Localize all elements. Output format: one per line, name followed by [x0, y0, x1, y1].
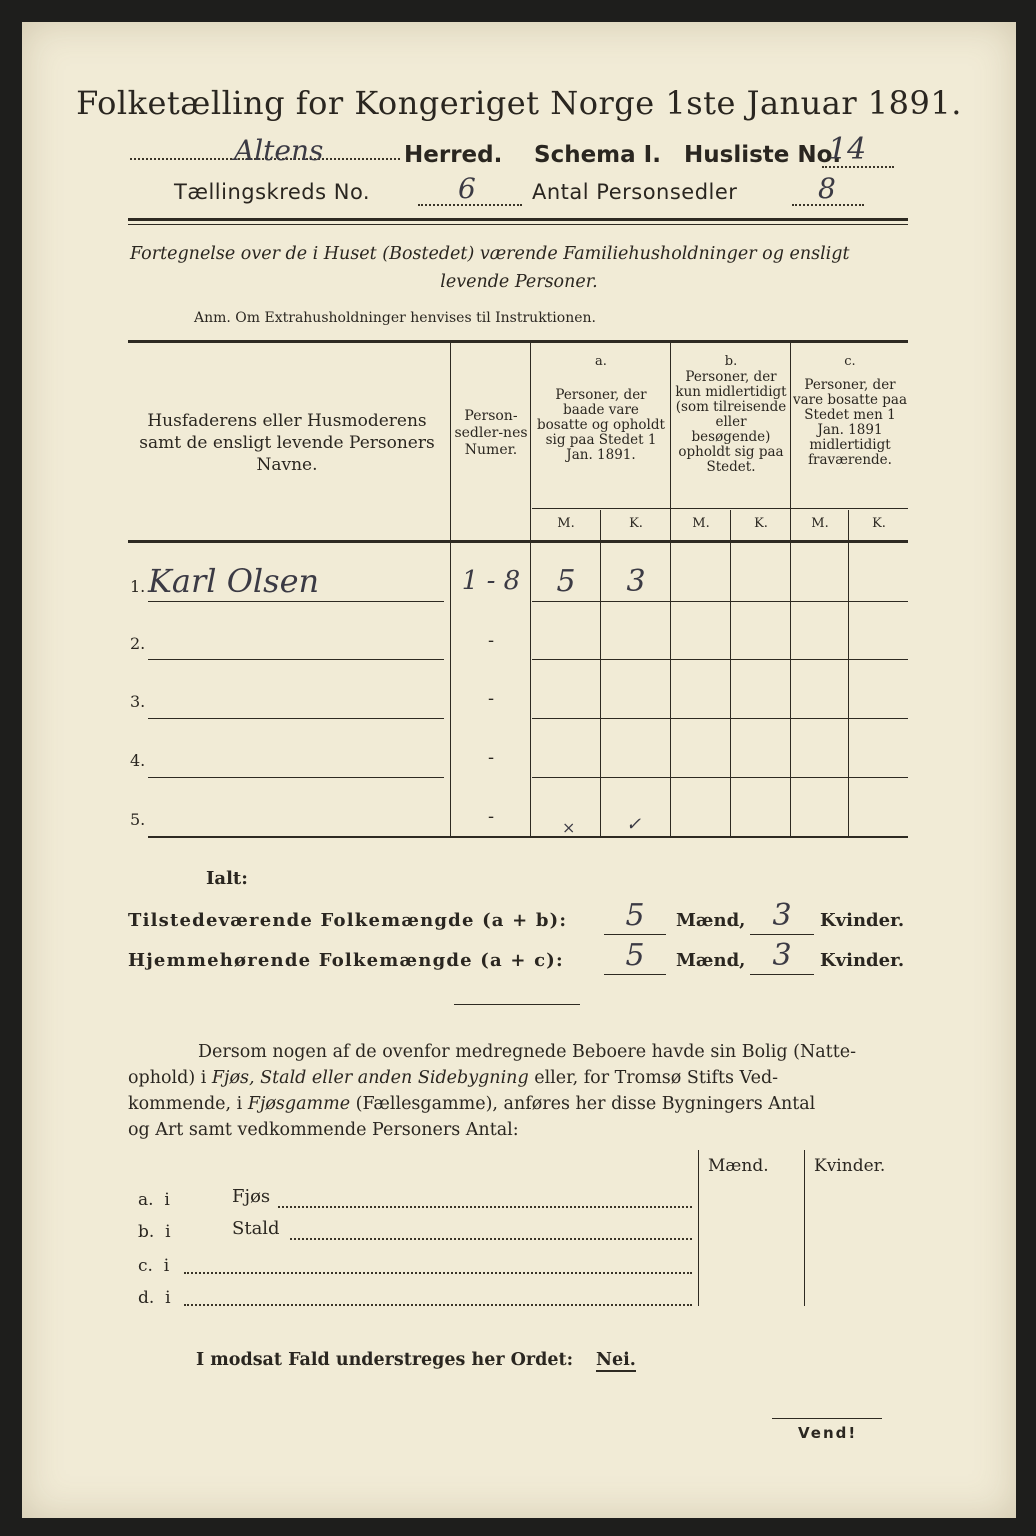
- table-top-rule: [128, 340, 908, 343]
- building-row-a-letter: a. i: [138, 1190, 170, 1210]
- row-3-rule-right: [532, 718, 908, 719]
- buildings-col-divider-1: [698, 1150, 699, 1306]
- row-3-number: 3.: [130, 692, 146, 711]
- vend-label: Vend!: [798, 1424, 858, 1442]
- husliste-value: 14: [828, 132, 867, 167]
- ialt-label: Ialt:: [206, 868, 248, 889]
- row-1-number: 1.: [130, 577, 146, 596]
- a-k-label: K.: [629, 516, 643, 531]
- mk-divider-c: [848, 510, 849, 836]
- building-row-c-letter: c. i: [138, 1256, 170, 1276]
- hjemme-kvinder: Kvinder.: [820, 950, 905, 971]
- header-numbers: Person-sedler-nes Numer.: [454, 408, 528, 458]
- header-b-text: Personer, der kun midlertidigt (som tilreisende eller besøgende) opholdt sig paa Stedet.: [675, 369, 787, 475]
- building-row-b-label: Stald: [232, 1218, 280, 1239]
- row-2-rule: [148, 659, 444, 660]
- row-4-rule: [148, 777, 444, 778]
- anm-note: Anm. Om Extrahusholdninger henvises til Instruktionen.: [194, 310, 596, 326]
- hjemme-m-rule: [604, 974, 666, 975]
- schema-label: Schema I.: [534, 142, 661, 168]
- personsedler-value: 8: [818, 172, 836, 205]
- building-row-a-dots: [278, 1206, 692, 1208]
- header-a-letter: a.: [595, 354, 607, 369]
- row-4-sedler: -: [487, 747, 495, 768]
- mk-divider-b: [730, 510, 731, 836]
- personsedler-label: Antal Personsedler: [532, 180, 738, 204]
- nei-word: Nei.: [596, 1350, 636, 1370]
- vend-rule: [772, 1418, 882, 1419]
- tilstede-kvinder: Kvinder.: [820, 910, 905, 931]
- building-row-d-letter: d. i: [138, 1288, 171, 1308]
- herred-value: Altens: [234, 134, 324, 167]
- table-bottom-rule: [148, 836, 908, 838]
- hjemme-maend: Mænd,: [676, 950, 746, 971]
- kreds-value: 6: [458, 172, 476, 205]
- row-5-sedler: -: [487, 806, 495, 827]
- building-row-b-dots: [290, 1238, 692, 1240]
- hjemme-k-rule: [750, 974, 814, 975]
- tilstede-m-rule: [604, 934, 666, 935]
- row-3-sedler: -: [487, 688, 495, 709]
- buildings-col-divider-2: [804, 1150, 805, 1306]
- kreds-label: Tællingskreds No.: [174, 180, 371, 204]
- mk-top-rule: [532, 508, 908, 509]
- header-rule-thin: [128, 224, 908, 225]
- mk-divider-a: [600, 510, 601, 836]
- row-2-rule-right: [532, 659, 908, 660]
- row-1-sedler: 1 - 8: [461, 566, 521, 596]
- buildings-para-1: Dersom nogen af de ovenfor medregnede Beboere havde sin Bolig (Natte-: [198, 1042, 857, 1062]
- row-4-rule-right: [532, 777, 908, 778]
- maend-head: Mænd.: [708, 1156, 769, 1176]
- row-2-number: 2.: [130, 634, 146, 653]
- herred-label: Herred.: [404, 142, 503, 168]
- header-c-letter: c.: [844, 354, 856, 369]
- section-divider: [454, 1004, 580, 1005]
- col-divider-2: [530, 342, 531, 836]
- c-m-label: M.: [811, 516, 829, 531]
- b-m-label: M.: [692, 516, 710, 531]
- row-2-sedler: -: [487, 630, 495, 651]
- intro-line-1: Fortegnelse over de i Huset (Bostedet) værende Familiehusholdninger og ensligt: [130, 244, 850, 264]
- tilstede-maend: Mænd,: [676, 910, 746, 931]
- building-row-d-dots: [184, 1304, 692, 1306]
- intro-line-2: levende Personer.: [440, 272, 598, 292]
- husliste-label: Husliste No.: [684, 142, 842, 168]
- buildings-para-3: kommende, i Fjøsgamme (Fællesgamme), anføres her disse Bygningers Antal: [128, 1094, 816, 1114]
- form-title: Folketælling for Kongeriget Norge 1ste Januar 1891.: [76, 84, 962, 122]
- row-5-number: 5.: [130, 810, 146, 829]
- row-1-name: Karl Olsen: [148, 562, 320, 600]
- table-head-rule: [128, 540, 908, 543]
- header-a-text: Personer, der baade vare bosatte og opholdt sig paa Stedet 1 Jan. 1891.: [537, 387, 665, 463]
- col-divider-1: [450, 342, 451, 836]
- kvinder-head: Kvinder.: [814, 1156, 886, 1176]
- a-m-label: M.: [557, 516, 575, 531]
- header-names: Husfaderens eller Husmoderens samt de ensligt levende Personers Navne.: [139, 411, 435, 475]
- col-divider-4: [790, 342, 791, 836]
- check-mark-icon-2: ✓: [626, 814, 642, 835]
- tilstede-label: Tilstedeværende Folkemængde (a + b):: [128, 910, 568, 931]
- header-rule: [128, 218, 908, 221]
- row-1-a-m: 5: [556, 564, 576, 599]
- tilstede-k-rule: [750, 934, 814, 935]
- header-b-letter: b.: [724, 354, 738, 369]
- buildings-para-4: og Art samt vedkommende Personers Antal:: [128, 1120, 519, 1140]
- husliste-dotted-line: [822, 166, 894, 168]
- header-c-text: Personer, der vare bosatte paa Stedet men 1 Jan. 1891 midlertidigt fraværende.: [792, 377, 908, 468]
- building-row-a-label: Fjøs: [232, 1186, 271, 1207]
- hjemme-label: Hjemmehørende Folkemængde (a + c):: [128, 950, 564, 971]
- c-k-label: K.: [872, 516, 886, 531]
- buildings-para-2: ophold) i Fjøs, Stald eller anden Sidebygning eller, for Tromsø Stifts Ved-: [128, 1068, 779, 1088]
- tilstede-k-value: 3: [772, 898, 792, 933]
- tilstede-m-value: 5: [625, 898, 645, 933]
- row-4-number: 4.: [130, 751, 146, 770]
- census-form: [22, 22, 1016, 1518]
- col-divider-3: [670, 342, 671, 836]
- modsat-text: I modsat Fald understreges her Ordet:: [196, 1350, 574, 1370]
- row-3-rule: [148, 718, 444, 719]
- building-row-c-dots: [184, 1272, 692, 1274]
- check-mark-icon: ×: [562, 818, 576, 837]
- b-k-label: K.: [754, 516, 768, 531]
- building-row-b-letter: b. i: [138, 1222, 171, 1242]
- row-1-a-k: 3: [626, 564, 646, 599]
- row-1-rule-right: [532, 601, 908, 602]
- row-1-rule: [148, 601, 444, 602]
- hjemme-m-value: 5: [625, 938, 645, 973]
- hjemme-k-value: 3: [772, 938, 792, 973]
